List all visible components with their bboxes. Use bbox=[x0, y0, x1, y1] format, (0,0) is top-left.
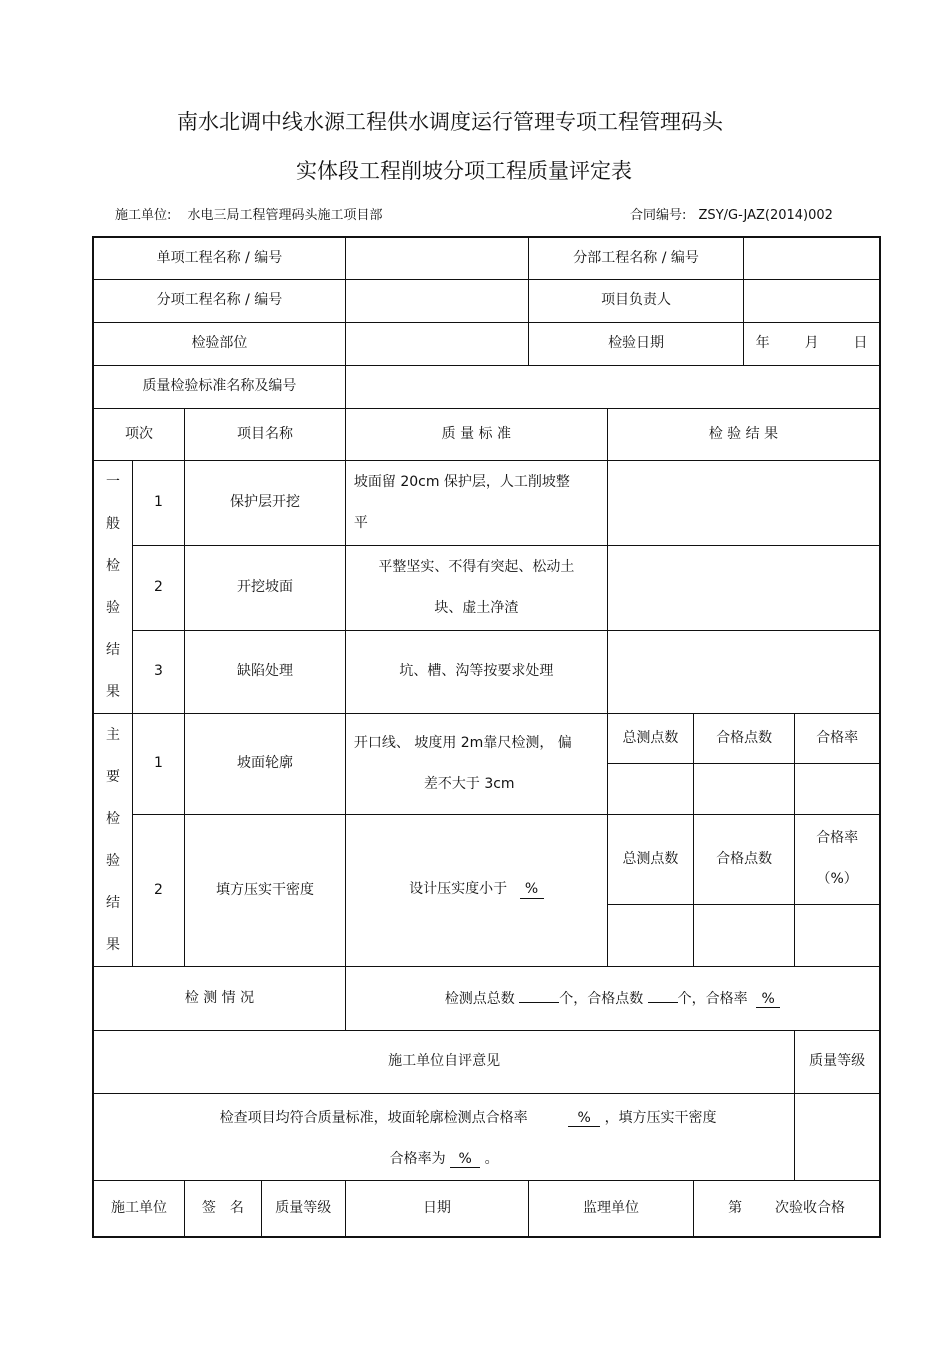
footer-contractor-label: 施工单位 bbox=[93, 1180, 185, 1237]
detection-label: 检 测 情 况 bbox=[93, 966, 345, 1030]
general-1-result[interactable] bbox=[607, 460, 880, 545]
main-2-no: 2 bbox=[132, 814, 184, 966]
general-1-no: 1 bbox=[132, 460, 184, 545]
contour-pass-rate-blank[interactable]: % bbox=[568, 1111, 600, 1127]
footer-grade-label: 质量等级 bbox=[261, 1180, 345, 1237]
general-2-name: 开挖坡面 bbox=[185, 545, 346, 630]
info-row-subitem bbox=[93, 279, 880, 322]
inspect-part-label: 检验部位 bbox=[93, 322, 345, 365]
footer-acceptance: 第 次验收合格 bbox=[694, 1180, 880, 1237]
quality-assessment-table bbox=[92, 236, 881, 1238]
contractor-label: 施工单位: bbox=[115, 208, 172, 223]
col-quality-standard: 质 量 标 准 bbox=[345, 408, 607, 460]
self-assessment-header-row bbox=[93, 1030, 880, 1093]
quality-grade-label: 质量等级 bbox=[795, 1030, 880, 1093]
main-1-name: 坡面轮廓 bbox=[185, 713, 346, 814]
division-label: 分部工程名称 / 编号 bbox=[529, 237, 744, 279]
footer-date-label: 日期 bbox=[345, 1180, 528, 1237]
main-group-label: 主 要 检 验 结 果 bbox=[93, 713, 132, 966]
general-2-result[interactable] bbox=[607, 545, 880, 630]
info-row-standard bbox=[93, 365, 880, 408]
subitem-value[interactable] bbox=[345, 279, 528, 322]
main-2-total-points-value[interactable] bbox=[607, 904, 693, 966]
document-title-line1: 南水北调中线水源工程供水调度运行管理专项工程管理码头 bbox=[177, 110, 723, 134]
general-3-no: 3 bbox=[132, 630, 184, 713]
general-3-result[interactable] bbox=[607, 630, 880, 713]
main-1-no: 1 bbox=[132, 713, 184, 814]
inspect-part-value[interactable] bbox=[345, 322, 528, 365]
main-1-pass-points-label: 合格点数 bbox=[694, 713, 795, 763]
manager-value[interactable] bbox=[744, 279, 880, 322]
info-row-inspection bbox=[93, 322, 880, 365]
pass-rate-blank[interactable]: % bbox=[756, 992, 780, 1008]
info-row-project bbox=[93, 237, 880, 279]
inspect-date-label: 检验日期 bbox=[529, 322, 744, 365]
contractor-value: 水电三局工程管理码头施工项目部 bbox=[187, 208, 383, 223]
footer-sign-label: 签 名 bbox=[185, 1180, 262, 1237]
main-2-pass-points-label: 合格点数 bbox=[694, 814, 795, 904]
quality-grade-value[interactable] bbox=[795, 1093, 880, 1180]
main-1-pass-rate-value[interactable] bbox=[795, 763, 880, 814]
general-row-1 bbox=[93, 460, 880, 545]
main-2-pass-rate-value[interactable] bbox=[795, 904, 880, 966]
total-points-blank[interactable] bbox=[519, 988, 559, 1003]
manager-label: 项目负责人 bbox=[529, 279, 744, 322]
general-3-standard: 坑、槽、沟等按要求处理 bbox=[345, 630, 607, 713]
contract-value: ZSY/G-JAZ(2014)002 bbox=[698, 208, 833, 223]
general-row-2 bbox=[93, 545, 880, 630]
col-inspection-result: 检 验 结 果 bbox=[607, 408, 880, 460]
general-3-name: 缺陷处理 bbox=[185, 630, 346, 713]
main-1-total-points-label: 总测点数 bbox=[607, 713, 693, 763]
main-1-total-points-value[interactable] bbox=[607, 763, 693, 814]
main-row-2a bbox=[93, 814, 880, 904]
contractor-info bbox=[115, 204, 383, 223]
general-2-no: 2 bbox=[132, 545, 184, 630]
main-2-standard-unit: % bbox=[520, 882, 544, 898]
division-value[interactable] bbox=[744, 237, 880, 279]
contract-label: 合同编号: bbox=[630, 208, 687, 223]
contract-info bbox=[630, 204, 833, 223]
col-item-name: 项目名称 bbox=[185, 408, 346, 460]
standard-value[interactable] bbox=[345, 365, 880, 408]
footer-supervisor-label: 监理单位 bbox=[529, 1180, 694, 1237]
main-1-standard: 开口线、 坡度用 2m靠尺检测， 偏 差不大于 3cm bbox=[345, 713, 607, 814]
general-1-name: 保护层开挖 bbox=[185, 460, 346, 545]
detection-summary: 检测点总数 个，合格点数 个，合格率 % bbox=[345, 966, 880, 1030]
pass-points-blank[interactable] bbox=[648, 988, 678, 1003]
detection-row bbox=[93, 966, 880, 1030]
density-pass-rate-blank[interactable]: % bbox=[450, 1152, 480, 1168]
single-project-label: 单项工程名称 / 编号 bbox=[93, 237, 345, 279]
self-assessment-label: 施工单位自评意见 bbox=[93, 1030, 795, 1093]
standard-label: 质量检验标准名称及编号 bbox=[93, 365, 345, 408]
general-2-standard: 平整坚实、不得有突起、松动土 块、虚土净渣 bbox=[345, 545, 607, 630]
column-header-row bbox=[93, 408, 880, 460]
inspect-date-value[interactable] bbox=[744, 322, 880, 365]
general-1-standard: 坡面留 20cm 保护层，人工削坡整 平 bbox=[345, 460, 607, 545]
main-1-pass-points-value[interactable] bbox=[694, 763, 795, 814]
document-title-line2: 实体段工程削坡分项工程质量评定表 bbox=[296, 159, 632, 183]
col-item-no: 项次 bbox=[93, 408, 185, 460]
main-row-1a bbox=[93, 713, 880, 763]
main-2-pass-points-value[interactable] bbox=[694, 904, 795, 966]
main-2-pass-rate-label: 合格率 （%） bbox=[795, 814, 880, 904]
main-2-total-points-label: 总测点数 bbox=[607, 814, 693, 904]
date-month: 月 bbox=[804, 335, 819, 352]
self-assessment-body-row bbox=[93, 1093, 880, 1180]
date-day: 日 bbox=[853, 335, 868, 352]
main-1-pass-rate-label: 合格率 bbox=[795, 713, 880, 763]
single-project-value[interactable] bbox=[345, 237, 528, 279]
main-2-standard: 设计压实度小于 % bbox=[345, 814, 607, 966]
general-row-3 bbox=[93, 630, 880, 713]
signature-row bbox=[93, 1180, 880, 1237]
main-2-name: 填方压实干密度 bbox=[185, 814, 346, 966]
subitem-label: 分项工程名称 / 编号 bbox=[93, 279, 345, 322]
general-group-label: 一 般 检 验 结 果 bbox=[93, 460, 132, 713]
self-assessment-text: 检查项目均符合质量标准，坡面轮廓检测点合格率 % ，填方压实干密度 合格率为 % 。 bbox=[93, 1093, 795, 1180]
date-year: 年 bbox=[755, 335, 770, 352]
